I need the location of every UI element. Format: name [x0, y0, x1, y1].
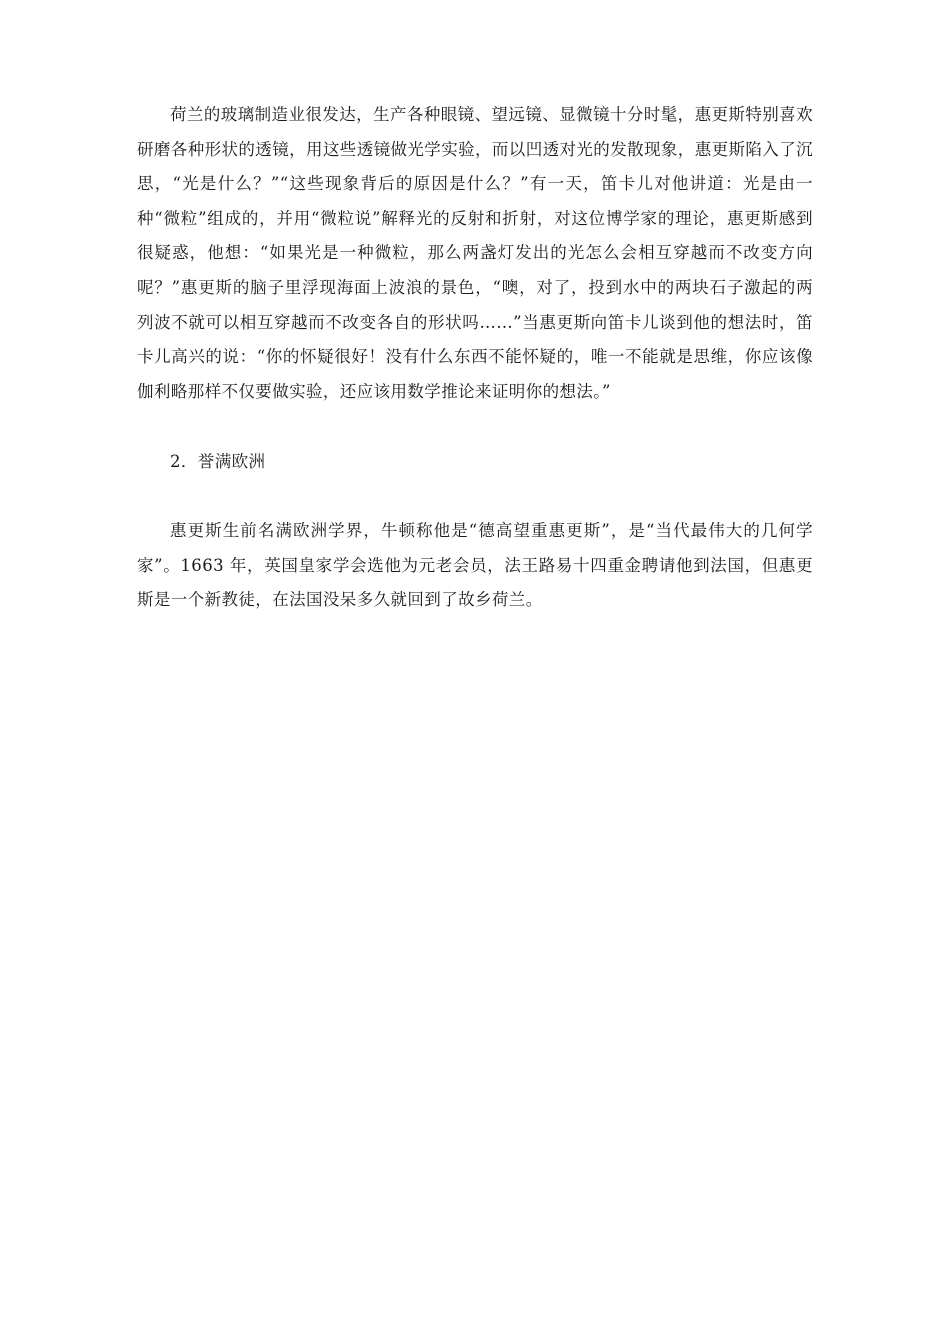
paragraph-spacer: [137, 409, 813, 445]
section-heading: 2．誉满欧洲: [170, 452, 266, 472]
paragraph-fame-in-europe: 惠更斯生前名满欧洲学界，牛顿称他是“德高望重惠更斯”，是“当代最伟大的几何学家”。1663 年，英国皇家学会选他为元老会员，法王路易十四重金聘请他到法国，但惠更斯是一个新教徒，在法国没呆多久就回到了故乡荷兰。: [137, 520, 813, 610]
document-body: [137, 98, 813, 618]
paragraph-glass-lenses: 荷兰的玻璃制造业很发达，生产各种眼镜、望远镜、显微镜十分时髦，惠更斯特别喜欢研磨各种形状的透镜，用这些透镜做光学实验，而以凹透对光的发散现象，惠更斯陷入了沉思，“光是什么？”“这些现象背后的原因是什么？”有一天，笛卡儿对他讲道：光是由一种“微粒”组成的，并用“微粒说”解释光的反射和折射，对这位博学家的理论，惠更斯感到很疑惑，他想：“如果光是一种微粒，那么两盏灯发出的光怎么会相互穿越而不改变方向呢？”惠更斯的脑子里浮现海面上波浪的景色，“噢，对了，投到水中的两块石子激起的两列波不就可以相互穿越而不改变各自的形状吗……”当惠更斯向笛卡儿谈到他的想法时，笛卡儿高兴的说：“你的怀疑很好！没有什么东西不能怀疑的，唯一不能就是思维，你应该像伽利略那样不仅要做实验，还应该用数学推论来证明你的想法。”: [137, 105, 813, 401]
paragraph-spacer: [137, 480, 813, 514]
